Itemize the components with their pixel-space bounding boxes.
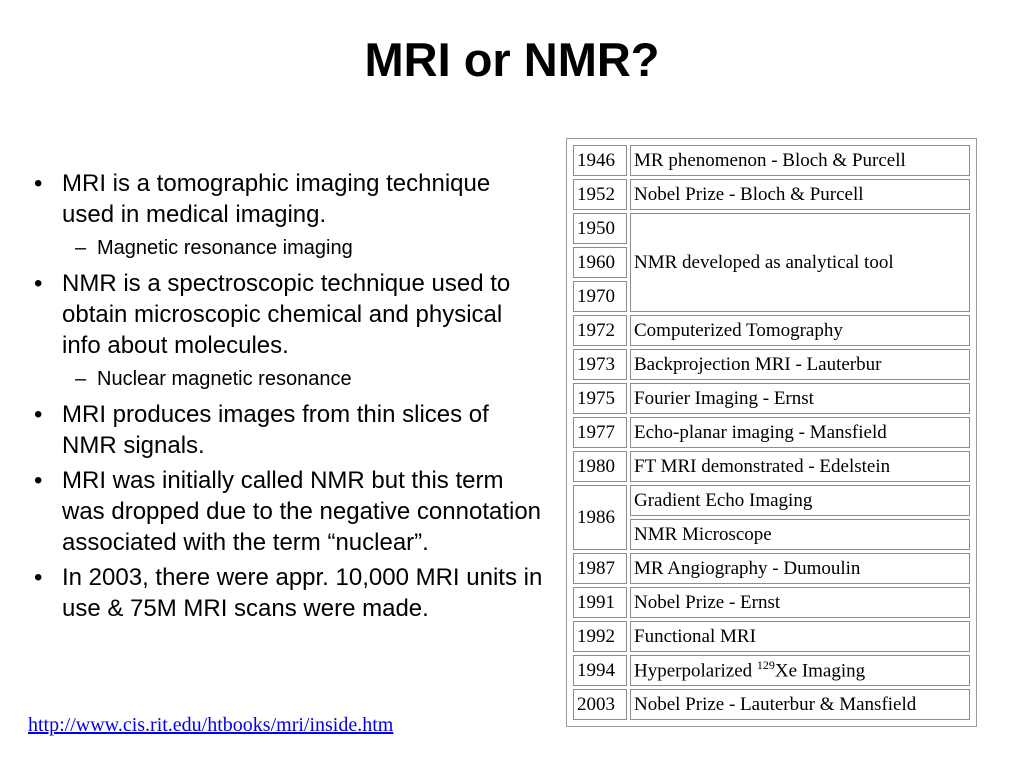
year-cell: 1977 — [573, 417, 627, 448]
bullet-text: MRI is a tomographic imaging technique used in medical imaging. — [62, 170, 491, 228]
table-row — [573, 655, 970, 686]
slide-title: MRI or NMR? — [364, 33, 660, 86]
year-cell: 1987 — [573, 553, 627, 584]
event-text: Hyperpolarized — [634, 660, 757, 682]
year-cell: 1970 — [573, 281, 627, 312]
table-row — [573, 689, 970, 720]
year-cell: 1946 — [573, 145, 627, 176]
sub-bullet-item — [34, 234, 546, 262]
bullet-item — [34, 399, 546, 461]
event-text: Xe Imaging — [774, 660, 866, 682]
bullet-item — [34, 168, 546, 230]
dash-icon: – — [75, 237, 87, 259]
year-cell: 1992 — [573, 621, 627, 652]
timeline-table — [570, 142, 973, 723]
year-cell: 1994 — [573, 655, 627, 686]
year-cell: 1980 — [573, 451, 627, 482]
year-cell: 1986 — [573, 485, 627, 550]
event-cell — [630, 655, 970, 686]
event-cell: FT MRI demonstrated - Edelstein — [630, 451, 970, 482]
year-cell: 1972 — [573, 315, 627, 346]
table-row — [573, 315, 970, 346]
table-row — [573, 485, 970, 516]
bullet-dot-icon: • — [34, 467, 43, 494]
bullet-list — [34, 168, 546, 628]
table-row — [573, 179, 970, 210]
sub-bullet-text: Nuclear magnetic resonance — [97, 368, 352, 390]
table-row — [573, 213, 970, 244]
table-row — [573, 587, 970, 618]
event-cell: MR phenomenon - Bloch & Purcell — [630, 145, 970, 176]
event-cell: Functional MRI — [630, 621, 970, 652]
event-cell: Fourier Imaging - Ernst — [630, 383, 970, 414]
bullet-dot-icon: • — [34, 270, 43, 297]
year-cell: 1950 — [573, 213, 627, 244]
event-cell: Echo-planar imaging - Mansfield — [630, 417, 970, 448]
source-link[interactable]: http://www.cis.rit.edu/htbooks/mri/inside.htm — [28, 714, 394, 736]
table-row — [573, 145, 970, 176]
table-row — [573, 417, 970, 448]
bullet-text: MRI produces images from thin slices of NMR signals. — [62, 401, 489, 459]
sub-bullet-item — [34, 365, 546, 393]
table-row — [573, 519, 970, 550]
table-row — [573, 349, 970, 380]
bullet-item — [34, 465, 546, 558]
table-row — [573, 383, 970, 414]
bullet-dot-icon: • — [34, 564, 43, 591]
table-row — [573, 451, 970, 482]
event-cell: Nobel Prize - Ernst — [630, 587, 970, 618]
bullet-text: In 2003, there were appr. 10,000 MRI units in use & 75M MRI scans were made. — [62, 564, 543, 622]
sub-bullet-text: Magnetic resonance imaging — [97, 237, 353, 259]
year-cell: 1960 — [573, 247, 627, 278]
year-cell: 1991 — [573, 587, 627, 618]
year-cell: 2003 — [573, 689, 627, 720]
event-cell: MR Angiography - Dumoulin — [630, 553, 970, 584]
bullet-item — [34, 562, 546, 624]
isotope-superscript: 129 — [756, 658, 775, 673]
event-cell: Computerized Tomography — [630, 315, 970, 346]
event-cell: Backprojection MRI - Lauterbur — [630, 349, 970, 380]
year-cell: 1973 — [573, 349, 627, 380]
bullet-dot-icon: • — [34, 401, 43, 428]
bullet-dot-icon: • — [34, 170, 43, 197]
event-cell: Nobel Prize - Lauterbur & Mansfield — [630, 689, 970, 720]
event-cell: NMR developed as analytical tool — [630, 213, 970, 312]
event-cell: Nobel Prize - Bloch & Purcell — [630, 179, 970, 210]
table-row — [573, 621, 970, 652]
year-cell: 1975 — [573, 383, 627, 414]
bullet-text: NMR is a spectroscopic technique used to obtain microscopic chemical and physical info about molecules. — [62, 270, 511, 359]
event-cell: NMR Microscope — [630, 519, 970, 550]
table-row — [573, 553, 970, 584]
bullet-text: MRI was initially called NMR but this term was dropped due to the negative connotation associated with the term “nuclear”. — [62, 467, 542, 556]
event-cell: Gradient Echo Imaging — [630, 485, 970, 516]
dash-icon: – — [75, 368, 87, 390]
bullet-item — [34, 268, 546, 361]
timeline-table-frame — [566, 138, 977, 727]
year-cell: 1952 — [573, 179, 627, 210]
